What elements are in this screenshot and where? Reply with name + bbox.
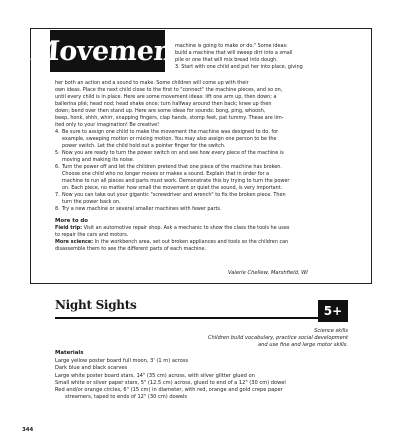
skills-label: Science skills	[314, 328, 348, 334]
intro-line: machine is going to make or do." Some ideas:	[175, 43, 288, 49]
materials-list	[55, 358, 350, 402]
more-science	[55, 239, 350, 246]
body-line: ited only to your imagination! Be creative!	[55, 122, 160, 128]
section-rule	[55, 317, 345, 319]
skills-line: and use fine and large motor skills.	[258, 342, 348, 349]
body-line: her both an action and a sound to make. Some children will come up with their	[55, 80, 249, 86]
body-line: own ideas. Place the next child close to the first to "connect" the machine pieces, and so on,	[55, 87, 283, 93]
material-item-continued: streamers, taped to ends of 12" (30 cm) dowels	[65, 394, 188, 401]
intro-line: pile or one that will mix bread into dough.	[175, 57, 278, 63]
author-signature: Valerie Chellew, Marshfield, WI	[228, 270, 308, 276]
field-trip-line-2: to repair the cars and motors.	[55, 232, 129, 238]
material-item: Large yellow poster board full moon, 3' (1 m) across	[55, 358, 189, 364]
field-trip-text: Visit an automotive repair shop. Ask a mechanic to show the class the tools he uses	[82, 225, 290, 231]
page-number: 344	[22, 427, 34, 433]
body-line: beep, honk, shhh, whirr, snapping fingers, clap hands, stomp feet, pat tummy. These are lim-	[55, 115, 284, 121]
step-8: 8. Try a new machine or several smaller machines with fewer parts.	[55, 206, 222, 212]
material-item: Large white poster board stars, 14" (35 cm) across, with silver glitter glued on	[55, 372, 255, 379]
material-item: Dark blue and black scarves	[55, 365, 128, 372]
material-item: Small white or silver paper stars, 5" (12.5 cm) across, glued to end of a 12" (30 cm) dowel	[55, 379, 286, 386]
body-line: ballerina plié; head nod; head shake once; turn halfway around then back; knee up then	[55, 101, 272, 107]
field-trip-label: Field trip:	[55, 225, 83, 231]
skills-line: Children build vocabulary, practice social development	[207, 335, 348, 342]
step-4: 4. Be sure to assign one child to make the movement the machine was designed to do, for example, sweeping motion or mixing motion. You may also assign one person to be the power switch. Let the child hold out a pointer finger for the switch.	[55, 129, 279, 149]
more-science-text: In the workbench area, set out broken appliances and tools so the children can	[93, 239, 289, 245]
step-5: 5. Now you are ready to turn the power switch on and see how every piece of the machine is moving and making its noise.	[55, 150, 284, 163]
field-trip	[55, 225, 350, 232]
movement-title: Movement	[29, 35, 186, 67]
step-6: 6. Turn the power off and let the children pretend that one piece of the machine has broken. Choose one child who no longer moves or makes a sound. Explain that in order for a machine to run all pieces and parts must work. Demonstrate this by trying to turn the power on. Each piece, no matter how small the movement or quiet the sound, is very important.	[55, 164, 290, 191]
intro-text	[175, 43, 350, 71]
movement-title-block	[29, 30, 186, 72]
more-science-label: More science:	[55, 239, 94, 245]
materials-heading: Materials	[55, 350, 84, 356]
more-to-do-heading: More to do	[55, 218, 88, 224]
material-item: Red and/or orange circles, 6" (15 cm) in diameter, with red, orange and gold crepe paper	[55, 387, 283, 394]
intro-line: build a machine that will sweep dirt into a small	[175, 50, 293, 56]
skills-block	[148, 328, 348, 350]
night-sights-title: Night Sights	[55, 298, 137, 312]
steps-list	[55, 129, 350, 213]
age-text: 5+	[323, 304, 343, 318]
age-badge	[318, 300, 348, 322]
more-science-line-2: disassemble them to see the different parts of each machine.	[55, 246, 207, 252]
movement-body	[55, 80, 350, 253]
step-7: 7. Now you can take out your gigantic "screwdriver and wrench" to fix the broken piece. Then turn the power back on.	[55, 192, 286, 205]
body-line: down; bend over then stand up. Here are some ideas for sounds: bong, ping, whoosh,	[55, 108, 266, 114]
body-line: until every child is in place. Here are some movement ideas: lift one arm up, then down; a	[55, 94, 277, 100]
step-3-head: 3. Start with one child and put her into place, giving	[175, 64, 303, 70]
